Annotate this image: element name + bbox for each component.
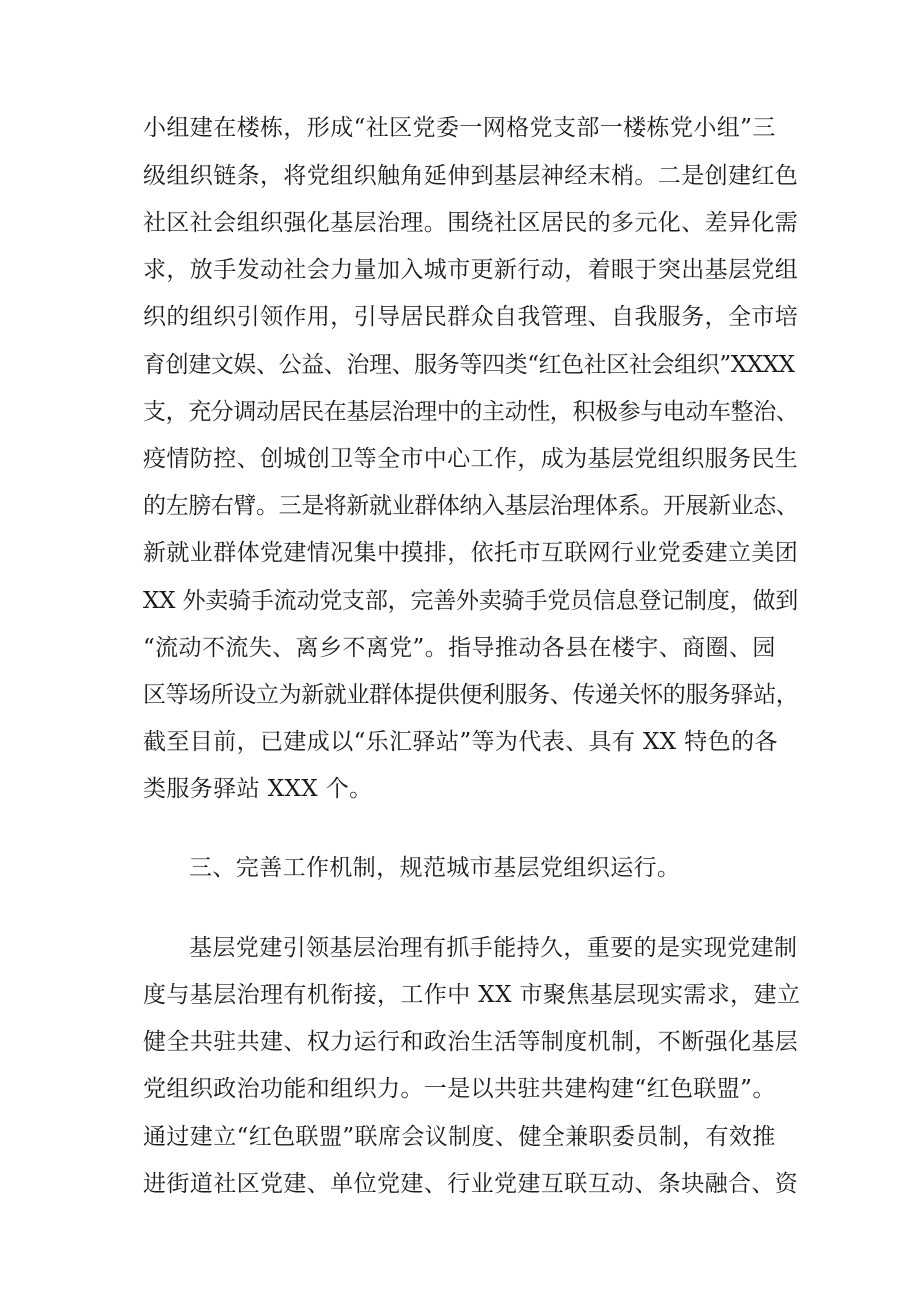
text-line: 类服务驿站 XXX 个。 <box>143 776 373 802</box>
text-line: 支，充分调动居民在基层治理中的主动性，积极参与电动车整治、 <box>143 399 799 425</box>
text-line: 求，放手发动社会力量加入城市更新行动，着眼于突出基层党组 <box>143 257 799 283</box>
text-line: 织的组织引领作用，引导居民群众自我管理、自我服务，全市培 <box>143 304 799 330</box>
text-line: 进街道社区党建、单位党建、行业党建互联互动、条块融合、资 <box>143 1171 799 1197</box>
text-line: 疫情防控、创城创卫等全市中心工作，成为基层党组织服务民生 <box>143 446 799 472</box>
section-heading: 三、完善工作机制，规范城市基层党组织运行。 <box>189 855 681 881</box>
text-line: 区等场所设立为新就业群体提供便利服务、传递关怀的服务驿站， <box>143 682 799 708</box>
text-line: 党组织政治功能和组织力。一是以共驻共建构建“红色联盟”。 <box>143 1076 776 1102</box>
text-line: 截至目前，已建成以“乐汇驿站”等为代表、具有 XX 特色的各 <box>143 729 778 755</box>
text-line: XX 外卖骑手流动党支部，完善外卖骑手党员信息登记制度，做到 <box>143 588 799 614</box>
text-line: 健全共驻共建、权力运行和政治生活等制度机制，不断强化基层 <box>143 1029 799 1055</box>
text-line: 的左膀右臂。三是将新就业群体纳入基层治理体系。开展新业态、 <box>143 493 799 519</box>
text-line: 小组建在楼栋，形成“社区党委一网格党支部一楼栋党小组”三 <box>143 115 776 141</box>
text-line: 新就业群体党建情况集中摸排，依托市互联网行业党委建立美团 <box>143 540 799 566</box>
text-line: “流动不流失、离乡不离党”。指导推动各县在楼宇、商圈、园 <box>143 635 776 661</box>
text-line: 育创建文娱、公益、治理、服务等四类“红色社区社会组织”XXXX <box>143 352 795 378</box>
text-line: 社区社会组织强化基层治理。围绕社区居民的多元化、差异化需 <box>143 210 799 236</box>
text-line: 基层党建引领基层治理有抓手能持久，重要的是实现党建制 <box>189 935 798 961</box>
text-line: 通过建立“红色联盟”联席会议制度、健全兼职委员制，有效推 <box>143 1124 776 1150</box>
text-line: 度与基层治理有机衔接，工作中 XX 市聚焦基层现实需求，建立 <box>143 982 801 1008</box>
text-line: 级组织链条，将党组织触角延伸到基层神经末梢。二是创建红色 <box>143 163 799 189</box>
